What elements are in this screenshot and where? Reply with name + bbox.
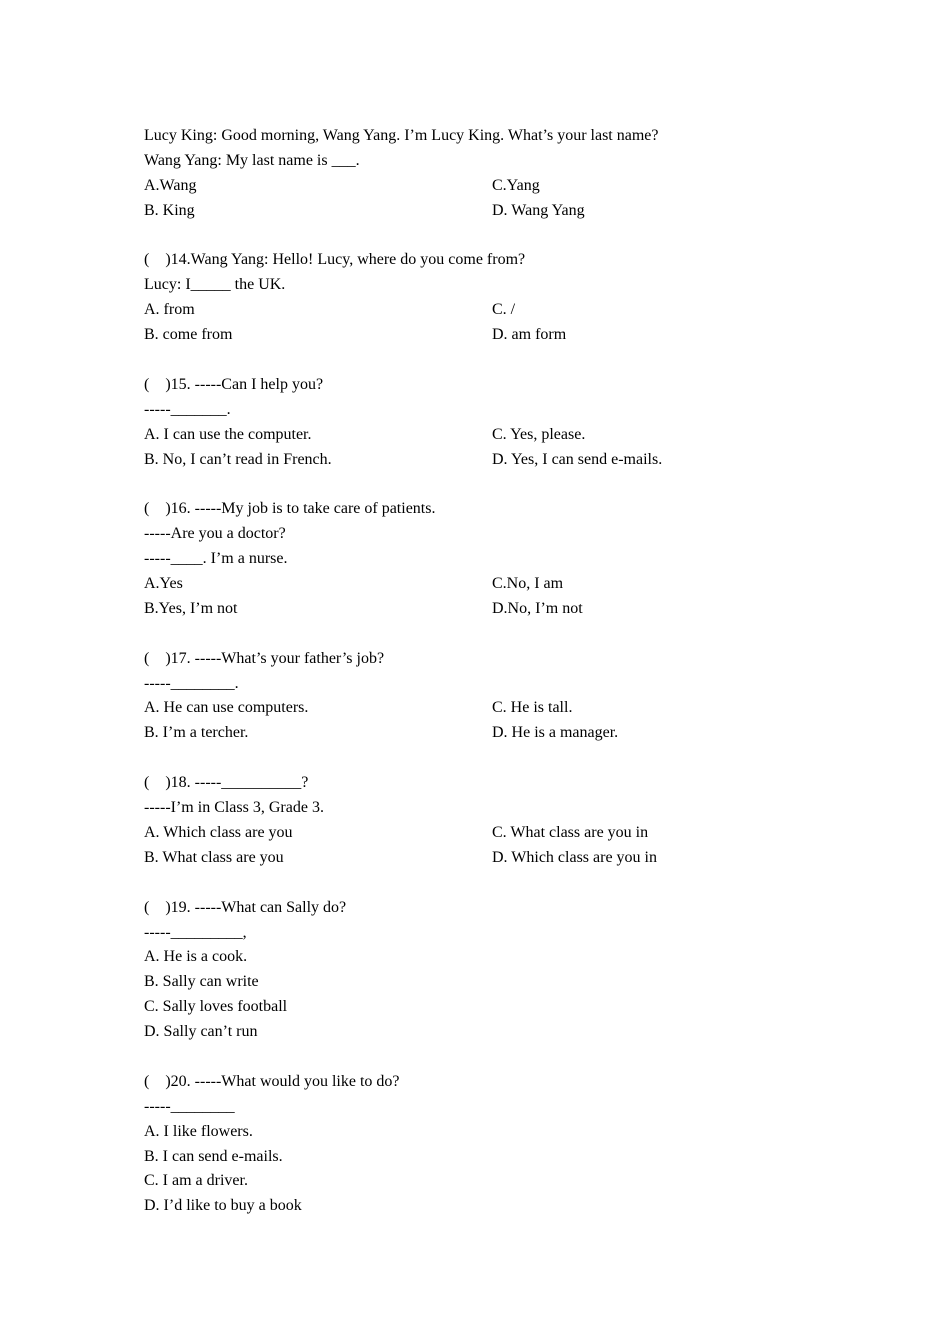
option-row (144, 821, 784, 846)
option-b: B. I can send e-mails. (144, 1147, 283, 1165)
option-c: C. / (492, 301, 516, 319)
option-d: D. Sally can’t run (144, 1023, 258, 1041)
question-13 (144, 124, 784, 224)
question-17 (144, 647, 784, 747)
spacer (144, 871, 784, 896)
question-line: -----________ (144, 1097, 235, 1115)
option-c: C. Sally loves football (144, 998, 288, 1016)
option-a: A. Which class are you (144, 823, 293, 841)
option-c: C. What class are you in (492, 823, 649, 841)
option-a: A. I can use the computer. (144, 425, 312, 443)
option-row (144, 597, 784, 622)
question-line: ( )19. -----What can Sally do? (144, 898, 347, 916)
question-line: -----____. I’m a nurse. (144, 550, 288, 568)
question-20 (144, 1070, 784, 1219)
question-16 (144, 497, 784, 621)
option-d: D. I’d like to buy a book (144, 1197, 302, 1215)
spacer (144, 1045, 784, 1070)
option-b: B. No, I can’t read in French. (144, 450, 332, 468)
question-15 (144, 373, 784, 473)
question-14 (144, 248, 784, 348)
option-c: C.Yang (492, 176, 540, 194)
question-line: Lucy: I_____ the UK. (144, 276, 286, 294)
question-line: -----________. (144, 674, 239, 692)
spacer (144, 472, 784, 497)
option-row (144, 298, 784, 323)
option-b: B. I’m a tercher. (144, 724, 249, 742)
question-18 (144, 771, 784, 871)
option-a: A. from (144, 301, 195, 319)
spacer (144, 224, 784, 249)
question-line: ( )15. -----Can I help you? (144, 375, 324, 393)
option-row (144, 448, 784, 473)
option-d: D. Which class are you in (492, 848, 657, 866)
question-line: Wang Yang: My last name is ___. (144, 151, 360, 169)
option-b: B. King (144, 201, 195, 219)
question-line: ( )17. -----What’s your father’s job? (144, 649, 385, 667)
option-c: C. I am a driver. (144, 1172, 248, 1190)
question-line: ( )16. -----My job is to take care of patients. (144, 500, 436, 518)
option-d: D. am form (492, 326, 567, 344)
question-line: -----I’m in Class 3, Grade 3. (144, 799, 324, 817)
option-row (144, 199, 784, 224)
option-c: C.No, I am (492, 575, 564, 593)
question-line: -----_________, (144, 923, 247, 941)
option-b: B. Sally can write (144, 973, 259, 991)
question-line: ( )14.Wang Yang: Hello! Lucy, where do you come from? (144, 251, 526, 269)
option-a: A. He is a cook. (144, 948, 248, 966)
option-a: A.Yes (144, 575, 183, 593)
option-c: C. He is tall. (492, 699, 573, 717)
option-a: A. He can use computers. (144, 699, 309, 717)
option-row (144, 323, 784, 348)
option-d: D. He is a manager. (492, 724, 619, 742)
option-row (144, 174, 784, 199)
spacer (144, 746, 784, 771)
question-line: -----_______. (144, 400, 231, 418)
question-line: ( )20. -----What would you like to do? (144, 1072, 400, 1090)
option-b: B. come from (144, 326, 233, 344)
option-d: D. Yes, I can send e-mails. (492, 450, 663, 468)
option-row (144, 572, 784, 597)
question-line: -----Are you a doctor? (144, 525, 286, 543)
option-a: A. I like flowers. (144, 1122, 253, 1140)
option-b: B. What class are you (144, 848, 284, 866)
option-row (144, 696, 784, 721)
option-row (144, 721, 784, 746)
question-19 (144, 896, 784, 1045)
question-line: Lucy King: Good morning, Wang Yang. I’m Lucy King. What’s your last name? (144, 127, 659, 144)
option-row (144, 423, 784, 448)
option-b: B.Yes, I’m not (144, 599, 238, 617)
spacer (144, 622, 784, 647)
option-d: D. Wang Yang (492, 201, 585, 219)
option-a: A.Wang (144, 176, 197, 194)
option-d: D.No, I’m not (492, 599, 583, 617)
option-row (144, 846, 784, 871)
worksheet-page (144, 124, 784, 1219)
spacer (144, 348, 784, 373)
option-c: C. Yes, please. (492, 425, 586, 443)
question-line: ( )18. -----__________? (144, 774, 309, 792)
